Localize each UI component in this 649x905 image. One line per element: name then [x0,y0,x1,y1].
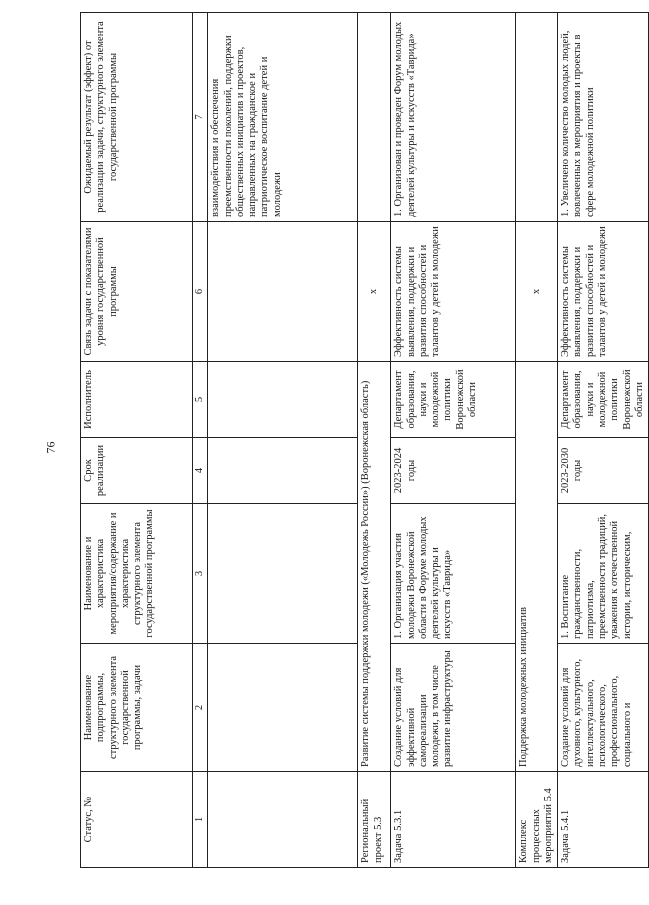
continuation-result-cell: взаимодействия и обеспечения преемственности поколений, поддержки общественных инициатив и проектов, направленных на гражданское и патриотическое воспитание детей и молодежи [208,13,358,222]
header-status: Статус, № [81,772,193,868]
header-activity: Наименование и характеристика мероприятия/содержание и характеристика структурного элемента государственной программы [81,504,193,644]
project-row [358,13,391,868]
complex-status: Комплекс процессных мероприятий 5.4 [516,772,558,868]
column-number: 6 [193,222,208,362]
task-result: 1. Увеличено количество молодых людей, вовлеченных в мероприятия и проекты в сфере молодежной политики [558,13,649,222]
header-executor: Исполнитель [81,362,193,438]
column-number: 2 [193,644,208,772]
task-description: Создание условий для эффективной самореализации молодежи, в том числе развитие инфраструктуры [391,644,516,772]
task-period: 2023-2024 годы [391,438,516,504]
task-status: Задача 5.3.1 [391,772,516,868]
task-description: Создание условий для духовного, культурного, интеллектуального, психологического, профессионального, социального и [558,644,649,772]
task-link: Эффективность системы выявления, поддержки и развития способностей и талантов у детей и молодежи [558,222,649,362]
task-result: 1. Организован и проведен Форум молодых деятелей культуры и искусств «Таврида» [391,13,516,222]
complex-row [516,13,558,868]
complex-mark: x [516,222,558,362]
program-table [80,12,649,868]
rotated-table-container [80,8,645,868]
complex-title: Поддержка молодежных инициатив [516,362,558,772]
column-number: 7 [193,13,208,222]
task-activity: 1. Организация участия молодежи Воронежской области в Форуме молодых деятелей культуры и искусств «Таврида» [391,504,516,644]
column-number: 1 [193,772,208,868]
header-link: Связь задачи с показателями уровня государственной программы [81,222,193,362]
page-number: 76 [43,441,58,454]
project-title: Развитие системы поддержки молодежи («Молодежь России») (Воронежская область) [358,362,391,772]
task-row [558,13,649,868]
task-status: Задача 5.4.1 [558,772,649,868]
header-period: Срок реализации [81,438,193,504]
continuation-row [208,13,358,868]
column-number-row [193,13,208,868]
task-period: 2023-2030 годы [558,438,649,504]
column-number: 3 [193,504,208,644]
project-status: Региональный проект 5.3 [358,772,391,868]
header-subprogram: Наименование подпрограммы, структурного элемента государственной программы, задачи [81,644,193,772]
project-mark: x [358,222,391,362]
column-number: 4 [193,438,208,504]
task-activity: 1. Воспитание гражданственности, патриотизма, преемственности традиций, уважения к отечественной истории, историческим, [558,504,649,644]
header-result: Ожидаемый результат (эффект) от реализации задачи, структурного элемента государственной программы [81,13,193,222]
task-link: Эффективность системы выявления, поддержки и развития способностей и талантов у детей и молодежи [391,222,516,362]
task-row [391,13,516,868]
header-row [81,13,193,868]
task-executor: Департамент образования, науки и молодежной политики Воронежской области [558,362,649,438]
column-number: 5 [193,362,208,438]
task-executor: Департамент образования, науки и молодежной политики Воронежской области [391,362,516,438]
